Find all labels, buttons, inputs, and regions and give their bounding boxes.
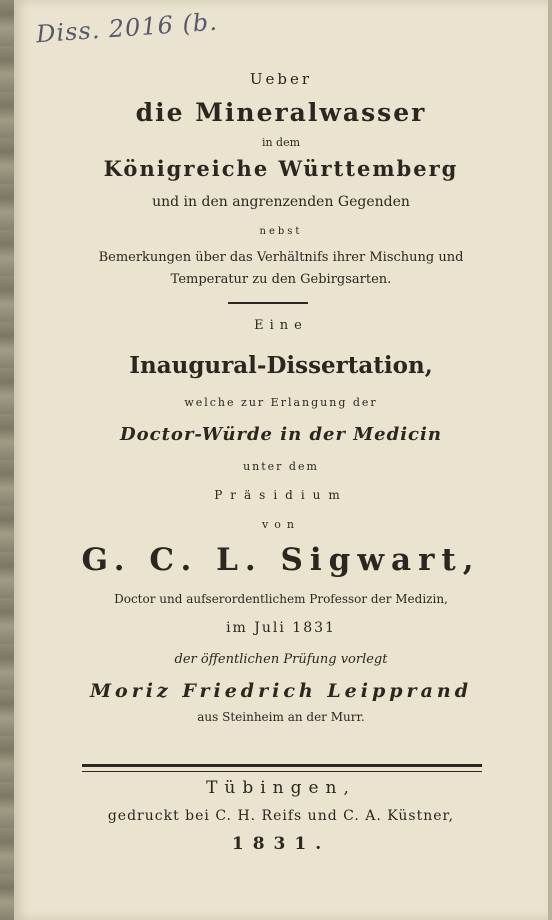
- dissertation-praesidium: Präsidium: [214, 488, 348, 502]
- author-origin: aus Steinheim an der Murr.: [197, 710, 365, 724]
- author-name: Moriz Friedrich Leipprand: [90, 680, 472, 702]
- shelfmark-handwriting: Diss. 2016 (b.: [35, 7, 219, 49]
- separator-rule: [228, 302, 308, 304]
- double-rule: [82, 764, 482, 772]
- imprint-year: 1831.: [231, 834, 331, 854]
- examination-date: im Juli 1831: [226, 620, 336, 636]
- title-ueber: Ueber: [249, 70, 313, 88]
- dissertation-degree: Doctor-Würde in der Medicin: [120, 424, 442, 445]
- praeses-title: Doctor und aufserordentlichem Professor der Medizin,: [114, 592, 448, 606]
- dissertation-eine: Eine: [254, 318, 308, 333]
- title-koenigreiche: Königreiche Württemberg: [103, 156, 459, 181]
- dissertation-welche: welche zur Erlangung der: [184, 396, 378, 409]
- title-page: [14, 0, 548, 920]
- dissertation-von: von: [262, 518, 300, 531]
- book-binding-edge: [0, 0, 14, 920]
- imprint-city: Tübingen,: [206, 778, 356, 798]
- title-bemerkungen: Bemerkungen über das Verhältnifs ihrer Mischung und: [98, 250, 464, 265]
- title-nebst: nebst: [259, 226, 303, 237]
- dissertation-unter-dem: unter dem: [243, 460, 319, 473]
- title-in-dem: in dem: [261, 136, 301, 149]
- title-gegenden: und in den angrenzenden Gegenden: [152, 194, 410, 210]
- title-temperatur: Temperatur zu den Gebirgsarten.: [170, 272, 392, 287]
- dissertation-heading: Inaugural-Dissertation,: [129, 352, 433, 379]
- imprint-printer: gedruckt bei C. H. Reifs und C. A. Küstner,: [107, 808, 455, 824]
- praeses-name: G. C. L. Sigwart,: [81, 542, 481, 578]
- title-mineralwasser: die Mineralwasser: [135, 98, 427, 127]
- public-examination: der öffentlichen Prüfung vorlegt: [174, 652, 388, 667]
